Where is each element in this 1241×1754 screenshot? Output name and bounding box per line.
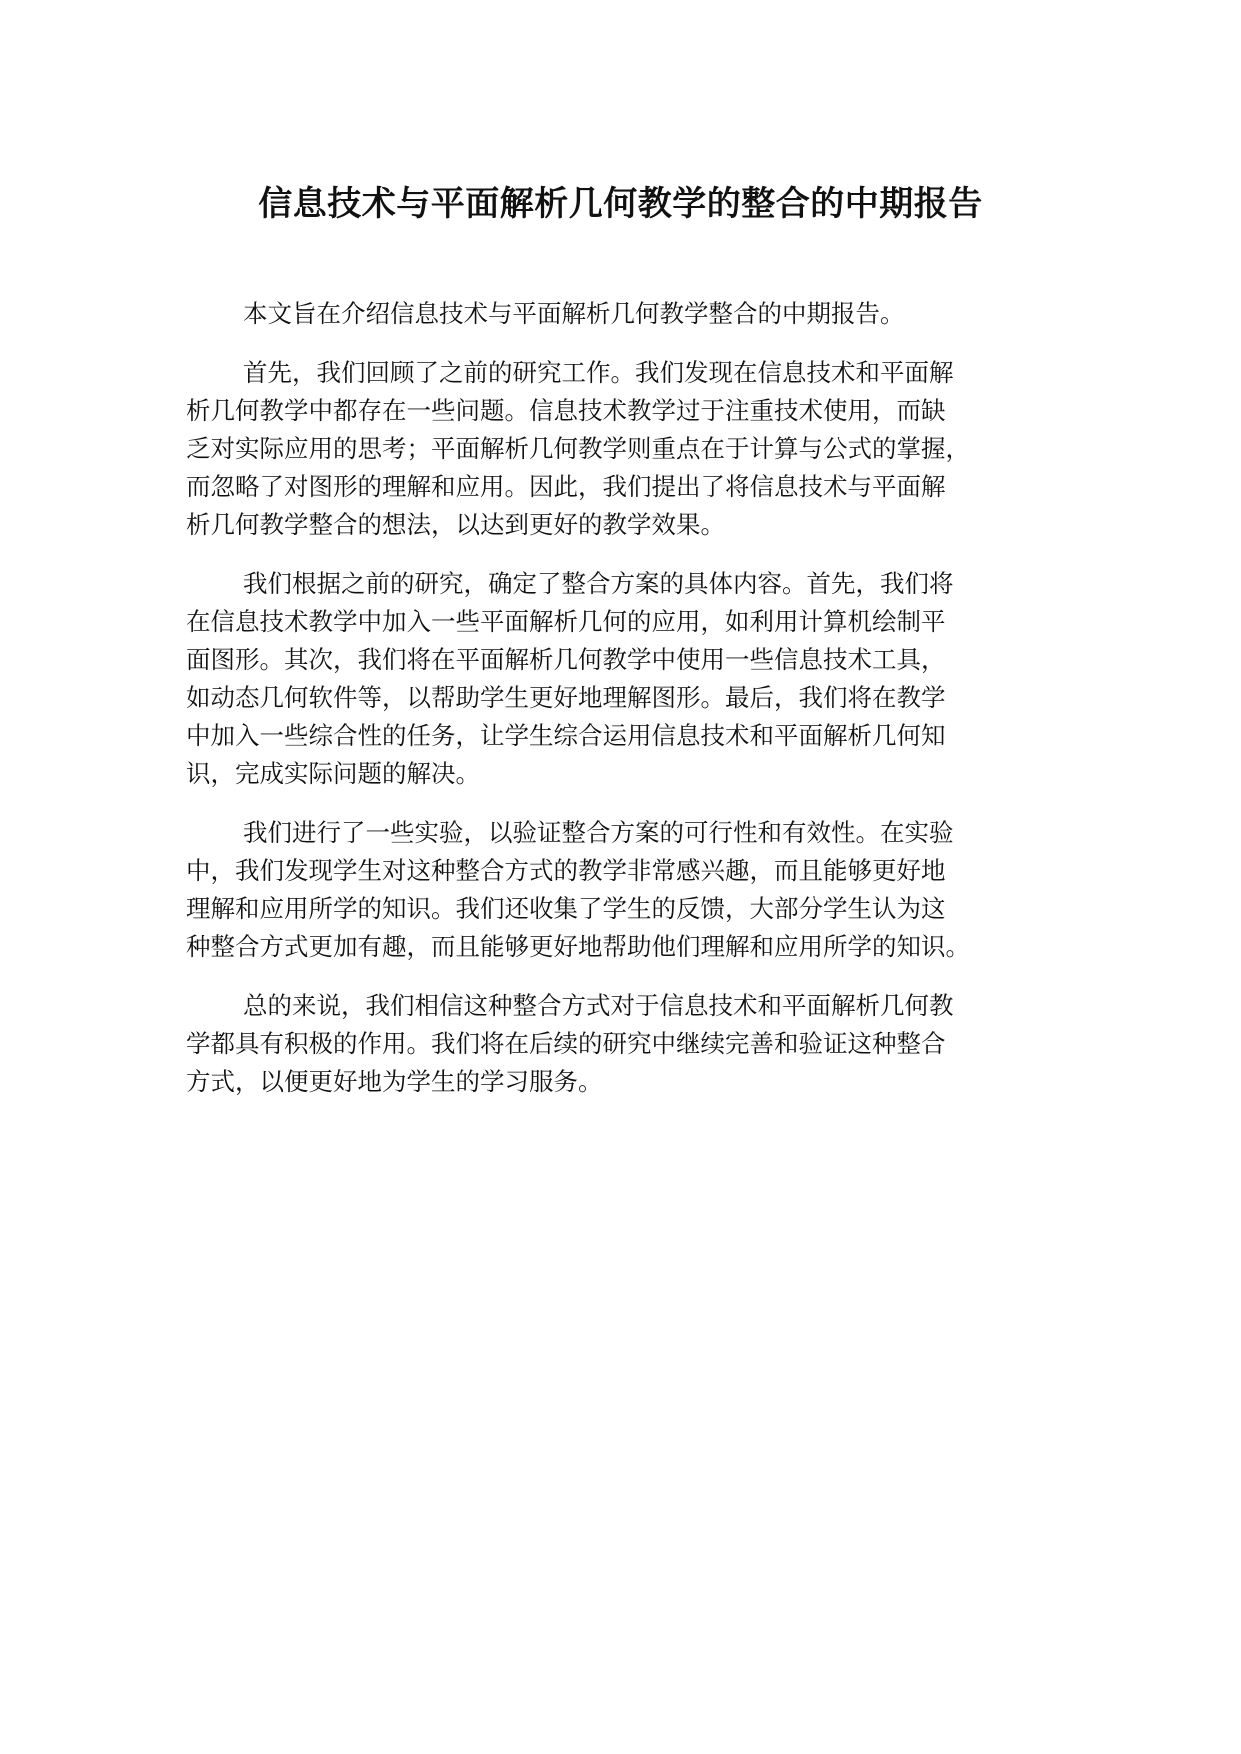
paragraph-line: 方式，以便更好地为学生的学习服务。 bbox=[186, 1067, 603, 1096]
paragraph-line: 面图形。其次，我们将在平面解析几何教学中使用一些信息技术工具， bbox=[186, 645, 946, 674]
paragraph-line: 理解和应用所学的知识。我们还收集了学生的反馈，大部分学生认为这 bbox=[186, 894, 946, 923]
paragraph-intro bbox=[186, 295, 1086, 333]
paragraph-line: 我们根据之前的研究，确定了整合方案的具体内容。首先，我们将 bbox=[243, 569, 954, 598]
paragraph-line: 种整合方式更加有趣，而且能够更好地帮助他们理解和应用所学的知识。 bbox=[186, 932, 970, 961]
paragraph-line: 学都具有积极的作用。我们将在后续的研究中继续完善和验证这种整合 bbox=[186, 1029, 946, 1058]
paragraph-line: 中加入一些综合性的任务，让学生综合运用信息技术和平面解析几何知 bbox=[186, 721, 946, 750]
paragraph-line: 析几何教学整合的想法，以达到更好的教学效果。 bbox=[186, 510, 725, 539]
paragraph-line: 识，完成实际问题的解决。 bbox=[186, 759, 480, 788]
paragraph-review bbox=[186, 354, 1086, 544]
paragraph-line: 乏对实际应用的思考；平面解析几何教学则重点在于计算与公式的掌握， bbox=[186, 434, 970, 463]
paragraph-line: 中，我们发现学生对这种整合方式的教学非常感兴趣，而且能够更好地 bbox=[186, 856, 946, 885]
paragraph-line: 在信息技术教学中加入一些平面解析几何的应用，如利用计算机绘制平 bbox=[186, 607, 946, 636]
paragraph-line: 我们进行了一些实验，以验证整合方案的可行性和有效性。在实验 bbox=[243, 818, 954, 847]
paragraph-line: 首先，我们回顾了之前的研究工作。我们发现在信息技术和平面解 bbox=[243, 358, 954, 387]
paragraph-line: 析几何教学中都存在一些问题。信息技术教学过于注重技术使用，而缺 bbox=[186, 396, 946, 425]
paragraph-line: 如动态几何软件等，以帮助学生更好地理解图形。最后，我们将在教学 bbox=[186, 683, 946, 712]
paragraph-line: 总的来说，我们相信这种整合方式对于信息技术和平面解析几何教 bbox=[243, 991, 954, 1020]
document-title: 信息技术与平面解析几何教学的整合的中期报告 bbox=[258, 184, 983, 224]
paragraph-experiment bbox=[186, 814, 1086, 966]
paragraph-line: 而忽略了对图形的理解和应用。因此，我们提出了将信息技术与平面解 bbox=[186, 472, 946, 501]
paragraph-conclusion bbox=[186, 987, 1086, 1101]
paragraph-plan bbox=[186, 565, 1086, 793]
document-body bbox=[186, 295, 1086, 1122]
paragraph-line: 本文旨在介绍信息技术与平面解析几何教学整合的中期报告。 bbox=[243, 299, 905, 328]
